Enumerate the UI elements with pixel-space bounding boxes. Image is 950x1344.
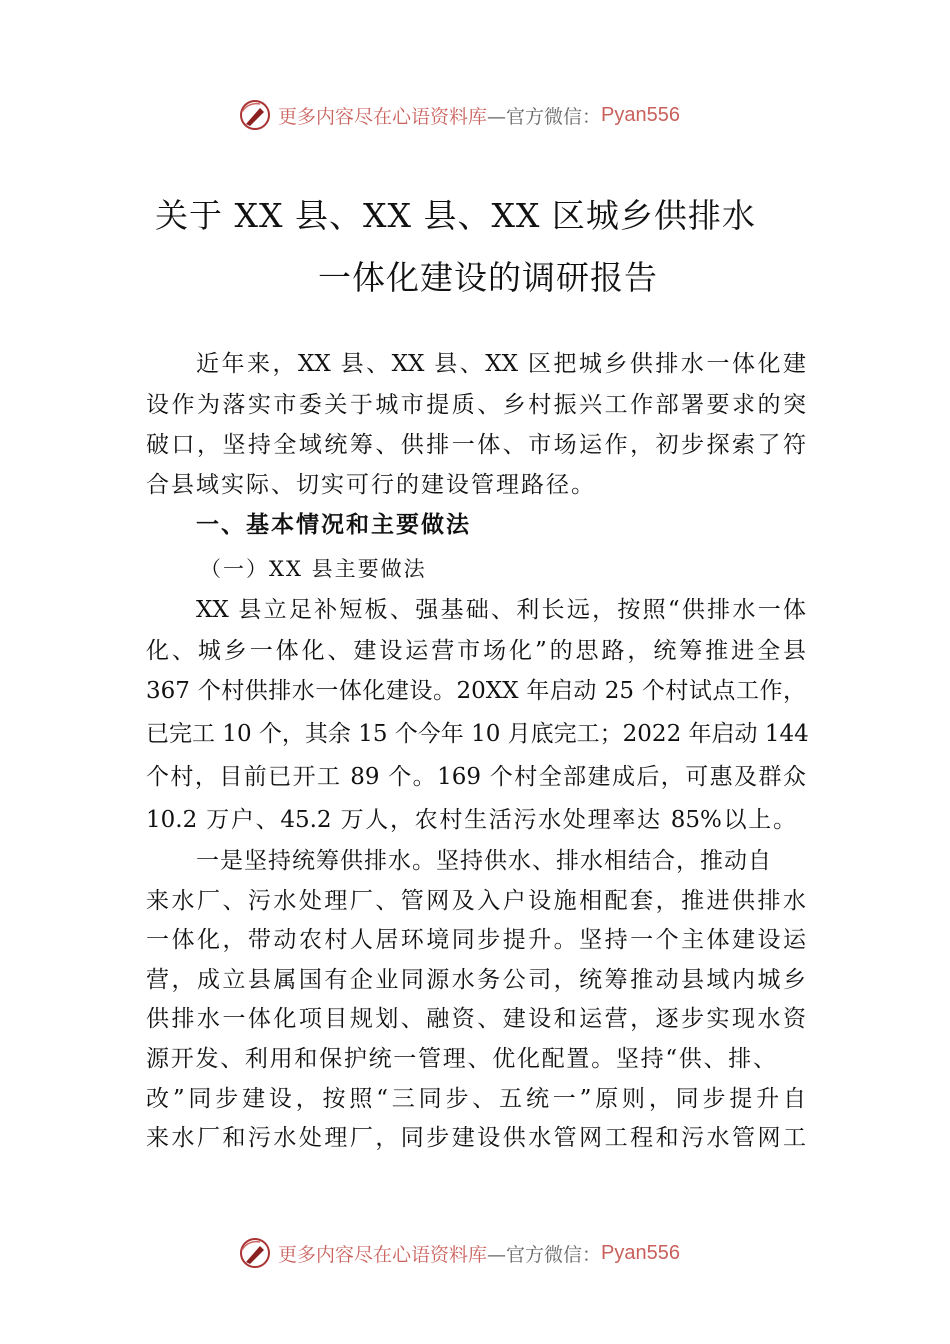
pen-logo-icon <box>238 1236 272 1270</box>
watermark-label: —官方微信： <box>487 105 602 128</box>
pen-logo-icon <box>238 98 272 132</box>
paragraph-line: 近年来，XX 县、XX 县、XX 区把城乡供排水一体化建 <box>196 351 806 377</box>
paragraph-line: 合县域实际、切实可行的建设管理路径。 <box>146 472 596 498</box>
paragraph-line: 破口，坚持全域统筹、供排一体、市场运作，初步探索了符 <box>146 432 806 458</box>
paragraph-line: 来水厂、污水处理厂、管网及入户设施相配套，推进供排水 <box>146 888 806 914</box>
paragraph-line: 来水厂和污水处理厂，同步建设供水管网工程和污水管网工 <box>146 1125 806 1151</box>
paragraph-line: 设作为落实市委关于城市提质、乡村振兴工作部署要求的突 <box>146 392 806 418</box>
paragraph-line: 改”同步建设，按照“三同步、五统一”原则，同步提升自 <box>146 1086 806 1112</box>
paragraph-line: 个村，目前已开工 89 个。169 个村全部建成后，可惠及群众 <box>146 764 806 790</box>
title-line-2: 一体化建设的调研报告 <box>318 258 658 297</box>
paragraph-line: 供排水一体化项目规划、融资、建设和运营，逐步实现水资 <box>146 1006 806 1032</box>
watermark-wechat-id: Pyan556 <box>601 103 680 126</box>
paragraph-line: 化、城乡一体化、建设运营市场化”的思路，统筹推进全县 <box>146 638 806 664</box>
paragraph-line: 一体化，带动农村人居环境同步提升。坚持一个主体建设运 <box>146 927 806 953</box>
paragraph-line: 10.2 万户、45.2 万人，农村生活污水处理率达 85%以上。 <box>146 807 796 833</box>
paragraph-line: 367 个村供排水一体化建设。20XX 年启动 25 个村试点工作， <box>146 678 806 704</box>
watermark-site: 更多内容尽在心语资料库 <box>278 105 488 128</box>
watermark-label: —官方微信： <box>487 1243 602 1266</box>
paragraph-line: 源开发、利用和保护统一管理、优化配置。坚持“供、排、 <box>146 1046 776 1072</box>
paragraph-line: 营，成立县属国有企业同源水务公司，统筹推动县域内城乡 <box>146 967 806 993</box>
title-line-1: 关于 XX 县、XX 县、XX 区城乡供排水 <box>155 196 756 235</box>
paragraph-line: 一是坚持统筹供排水。坚持供水、排水相结合，推动自 <box>196 848 771 874</box>
header-watermark <box>238 97 680 133</box>
paragraph-line: 已完工 10 个，其余 15 个今年 10 月底完工；2022 年启动 144 <box>146 721 809 747</box>
footer-watermark <box>238 1235 680 1271</box>
paragraph-line: XX 县立足补短板、强基础、利长远，按照“供排水一体 <box>196 597 806 623</box>
subsection-heading: （一）XX 县主要做法 <box>200 557 427 581</box>
watermark-site: 更多内容尽在心语资料库 <box>278 1243 488 1266</box>
section-heading: 一、基本情况和主要做法 <box>196 512 471 538</box>
watermark-wechat-id: Pyan556 <box>601 1241 680 1264</box>
